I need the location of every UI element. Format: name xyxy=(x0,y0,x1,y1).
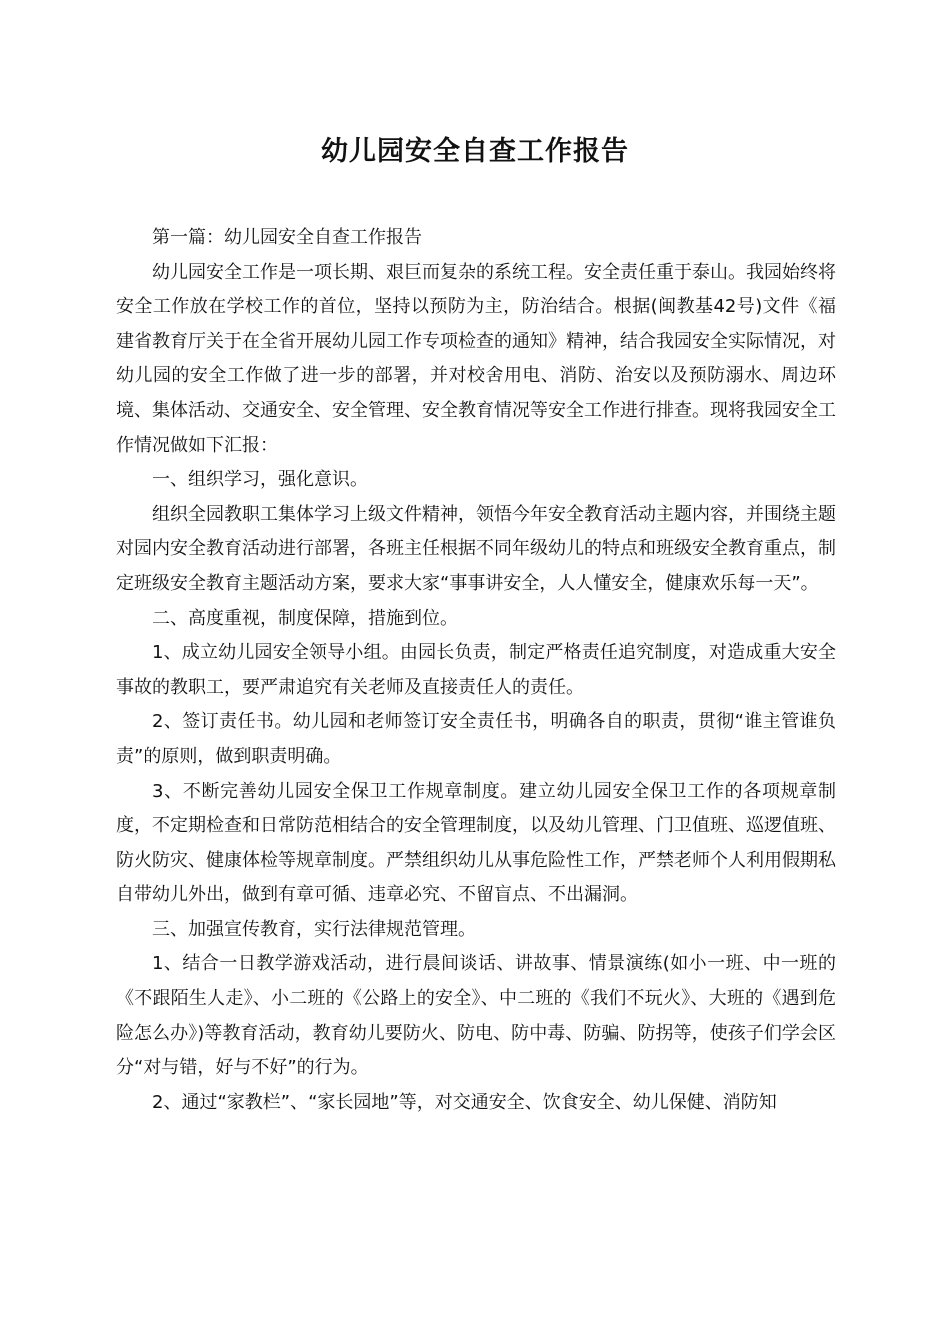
paragraph: 2、通过“家教栏”、“家长园地”等，对交通安全、饮食安全、幼儿保健、消防知 xyxy=(152,1091,777,1113)
section-heading: 第一篇：幼儿园安全自查工作报告 xyxy=(152,227,422,248)
section-heading: 二、高度重视，制度保障，措施到位。 xyxy=(152,607,458,629)
paragraph: 组织全园教职工集体学习上级文件精神，领悟今年安全教育活动主题内容，并围绕主题对园内安全教育活动进行部署，各班主任根据不同年级幼儿的特点和班级安全教育重点，制定班级安全教育主题活动方案，要求大家“事事讲安全，人人懂安全，健康欢乐每一天”。 xyxy=(116,503,836,594)
paragraph: 2、签订责任书。幼儿园和老师签订安全责任书，明确各自的职责，贯彻“谁主管谁负责”的原则，做到职责明确。 xyxy=(116,711,836,767)
paragraph: 1、成立幼儿园安全领导小组。由园长负责，制定严格责任追究制度，对造成重大安全事故的教职工，要严肃追究有关老师及直接责任人的责任。 xyxy=(116,642,836,698)
paragraph: 3、不断完善幼儿园安全保卫工作规章制度。建立幼儿园安全保卫工作的各项规章制度，不定期检查和日常防范相结合的安全管理制度，以及幼儿管理、门卫值班、巡逻值班、防火防灾、健康体检等规章制度。严禁组织幼儿从事危险性工作，严禁老师个人利用假期私自带幼儿外出，做到有章可循、违章必究、不留盲点、不出漏洞。 xyxy=(116,780,836,906)
document-title: 幼儿园安全自查工作报告 xyxy=(321,136,629,167)
document-body xyxy=(116,221,836,1120)
paragraph: 1、结合一日教学游戏活动，进行晨间谈话、讲故事、情景演练(如小一班、中一班的《不跟陌生人走》、小二班的《公路上的安全》、中二班的《我们不玩火》、大班的《遇到危险怎么办》)等教育活动，教育幼儿要防火、防电、防中毒、防骗、防拐等，使孩子们学会区分“对与错，好与不好”的行为。 xyxy=(116,953,836,1079)
section-heading: 三、加强宣传教育，实行法律规范管理。 xyxy=(152,918,476,940)
paragraph: 幼儿园安全工作是一项长期、艰巨而复杂的系统工程。安全责任重于泰山。我园始终将安全工作放在学校工作的首位，坚持以预防为主，防治结合。根据(闽教基42号)文件《福建省教育厅关于在全省开展幼儿园工作专项检查的通知》精神，结合我园安全实际情况，对幼儿园的安全工作做了进一步的部署，并对校舍用电、消防、治安以及预防溺水、周边环境、集体活动、交通安全、安全管理、安全教育情况等安全工作进行排查。现将我园安全工作情况做如下汇报： xyxy=(116,261,836,456)
section-heading: 一、组织学习，强化意识。 xyxy=(152,469,368,491)
